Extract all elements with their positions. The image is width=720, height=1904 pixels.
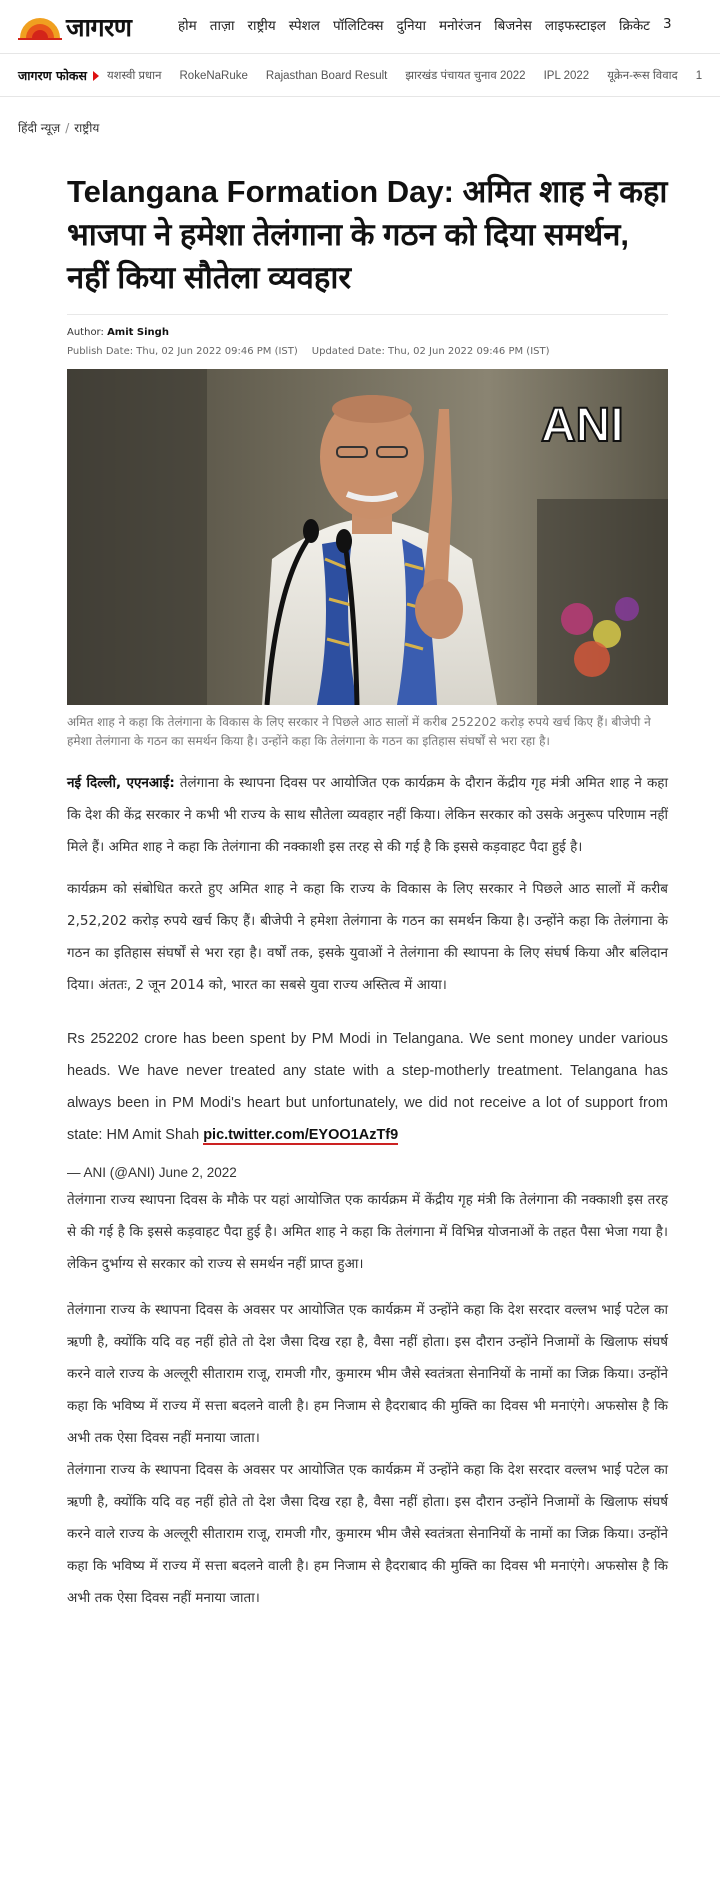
breadcrumb-section[interactable]: राष्ट्रीय: [74, 121, 100, 135]
menu-item-lifestyle[interactable]: लाइफस्टाइल: [544, 18, 606, 34]
sun-logo-icon: [18, 14, 62, 40]
paragraph-5: तेलंगाना राज्य के स्थापना दिवस के अवसर पर आयोजित एक कार्यक्रम में उन्होंने कहा कि देश सरदार वल्लभ भाई पटेल का ऋणी है, क्योंकि यदि वह नहीं होते तो देश जैसा दिख रहा है, वैसा नहीं होता। इस दौरान उन्होंने निजामों के खिलाफ संघर्ष करने वाले राज्य के अल्लूरी सीताराम राजू, रामजी गौर, कुमारम भीम जैसे स्वतंत्रता सेनानियों के नामों का जिक्र किया। उन्होंने कहा कि भविष्य में राज्य में सत्ता बदलने वाली है। हम निजाम से हैदराबाद की मुक्ति का दिवस भी मनाएंगे। अफसोस है कि अभी तक ऐसा दिवस नहीं मनाया जाता।: [67, 1462, 668, 1606]
paragraph-3: तेलंगाना राज्य स्थापना दिवस के मौके पर यहां आयोजित एक कार्यक्रम में केंद्रीय गृह मंत्री कि तेलंगाना की नक्काशी इस तरह से की गई है कि इससे कड़वाहट पैदा हुई है। अमित शाह ने कहा कि तेलंगाना में विभिन्न योजनाओं के तहत पैसा भेजा गया है। लेकिन दुर्भाग्य से सरकार को राज्य से समर्थन नहीं प्राप्त हुआ।: [67, 1192, 668, 1272]
menu-item-national[interactable]: राष्ट्रीय: [247, 18, 276, 34]
article-dates: [67, 346, 668, 357]
menu-item-latest[interactable]: ताज़ा: [209, 18, 235, 34]
breadcrumb-separator: /: [65, 121, 70, 135]
paragraph-2: कार्यक्रम को संबोधित करते हुए अमित शाह ने कहा कि राज्य के विकास के लिए सरकार ने पिछले आठ सालों में करीब 2,52,202 करोड़ रुपये खर्च किए हैं। बीजेपी ने हमेशा तेलंगाना के गठन का समर्थन किया है। उन्होंने कहा कि तेलंगाना के गठन का इतिहास संघर्षों से भरा रहा है। वर्षों तक, इसके युवाओं ने तेलंगाना की स्थापना के लिए संघर्ष किया और बलिदान दिया। अंततः, 2 जून 2014 को, भारत का सबसे युवा राज्य अस्तित्व में आया।: [67, 881, 668, 993]
subnav-item-2[interactable]: RokeNaRuke: [179, 69, 248, 82]
article-title: Telangana Formation Day: अमित शाह ने कहा भाजपा ने हमेशा तेलंगाना के गठन को दिया समर्थन, नहीं किया सौतेला व्यवहार: [67, 174, 668, 295]
breadcrumb-home[interactable]: हिंदी न्यूज़: [18, 121, 61, 135]
author-line: [67, 327, 668, 338]
menu-item-special[interactable]: स्पेशल: [288, 18, 320, 34]
subnav-item-7[interactable]: 1: [695, 69, 703, 82]
embedded-tweet: [67, 1023, 668, 1151]
tweet-text: Rs 252202 crore has been spent by PM Modi in Telangana. We sent money under various heads. We have never treated any state with a step-motherly treatment. Telangana has always been in PM Modi's heart but unfortunately, we did not receive a lot of support from state: HM Amit Shah: [67, 1031, 668, 1143]
menu-item-entertainment[interactable]: मनोरंजन: [438, 18, 482, 34]
focus-subnav: [0, 55, 720, 97]
top-navigation: [0, 0, 720, 54]
author-label: Author:: [67, 327, 104, 338]
logo-text: जागरण: [66, 13, 132, 42]
subnav-item-4[interactable]: झारखंड पंचायत चुनाव 2022: [405, 70, 526, 82]
tweet-pic-link[interactable]: pic.twitter.com/EYOO1AzTf9: [203, 1127, 399, 1143]
publish-date: Publish Date: Thu, 02 Jun 2022 09:46 PM (IST): [67, 346, 298, 357]
menu-item-cricket[interactable]: क्रिकेट: [618, 18, 650, 34]
tweet-source[interactable]: — ANI (@ANI) June 2, 2022: [67, 1165, 237, 1180]
image-caption: अमित शाह ने कहा कि तेलंगाना के विकास के लिए सरकार ने पिछले आठ सालों में करीब 252202 करोड़ रुपये खर्च किए हैं। बीजेपी ने हमेशा तेलंगाना के गठन का समर्थन किया है। उन्होंने कहा कि तेलंगाना के गठन का इतिहास संघर्षों से भरा रहा है।: [67, 715, 651, 748]
subnav-item-1[interactable]: यशस्वी प्रधान: [106, 70, 162, 82]
main-menu: [178, 16, 685, 34]
arrow-right-icon: [93, 71, 99, 81]
paragraph-4: तेलंगाना राज्य के स्थापना दिवस के अवसर पर आयोजित एक कार्यक्रम में उन्होंने कहा कि देश सरदार वल्लभ भाई पटेल का ऋणी है, क्योंकि यदि वह नहीं होते तो देश जैसा दिख रहा है, वैसा नहीं होता। इस दौरान उन्होंने निजामों के खिलाफ संघर्ष करने वाले राज्य के अल्लूरी सीताराम राजू, रामजी गौर, कुमारम भीम जैसे स्वतंत्रता सेनानियों के नामों का जिक्र किया। उन्होंने कहा कि भविष्य में राज्य में सत्ता बदलने वाली है। हम निजाम से हैदराबाद की मुक्ति का दिवस भी मनाएंगे। अफसोस है कि अभी तक ऐसा दिवस नहीं मनाया जाता।: [67, 1302, 668, 1446]
focus-label: जागरण फोकस: [18, 68, 87, 83]
hero-image: [67, 369, 668, 705]
article: [67, 170, 668, 1614]
jagran-logo[interactable]: [18, 12, 131, 42]
dateline: नई दिल्ली, एएनआई:: [67, 775, 175, 791]
subnav-item-6[interactable]: यूक्रेन-रूस विवाद: [607, 70, 678, 82]
ani-watermark: ANI: [541, 399, 624, 452]
menu-item-more[interactable]: 3: [663, 16, 672, 32]
menu-item-politics[interactable]: पॉलिटिक्स: [332, 18, 384, 34]
speaker-photo-illustration: [67, 369, 668, 705]
paragraph-1: [67, 767, 668, 863]
menu-item-world[interactable]: दुनिया: [396, 18, 426, 34]
updated-date: Updated Date: Thu, 02 Jun 2022 09:46 PM (IST): [311, 346, 550, 357]
subnav-item-3[interactable]: Rajasthan Board Result: [265, 69, 388, 82]
author-name[interactable]: Amit Singh: [107, 327, 169, 338]
menu-item-home[interactable]: होम: [178, 18, 197, 34]
title-divider: [67, 314, 668, 315]
menu-item-business[interactable]: बिजनेस: [494, 18, 532, 34]
paragraph-1-text: तेलंगाना के स्थापना दिवस पर आयोजित एक कार्यक्रम के दौरान केंद्रीय गृह मंत्री अमित शाह ने कहा कि देश की केंद्र सरकार ने कभी भी राज्य के साथ सौतेला व्यवहार नहीं किया। लेकिन सरकार को उसके अनुरूप परिणाम नहीं मिले हैं। अमित शाह ने कहा कि तेलंगाना की नक्काशी इस तरह से की गई है कि इससे कड़वाहट पैदा हुई है।: [67, 775, 668, 855]
subnav-item-5[interactable]: IPL 2022: [543, 69, 590, 82]
breadcrumb: [18, 119, 99, 136]
